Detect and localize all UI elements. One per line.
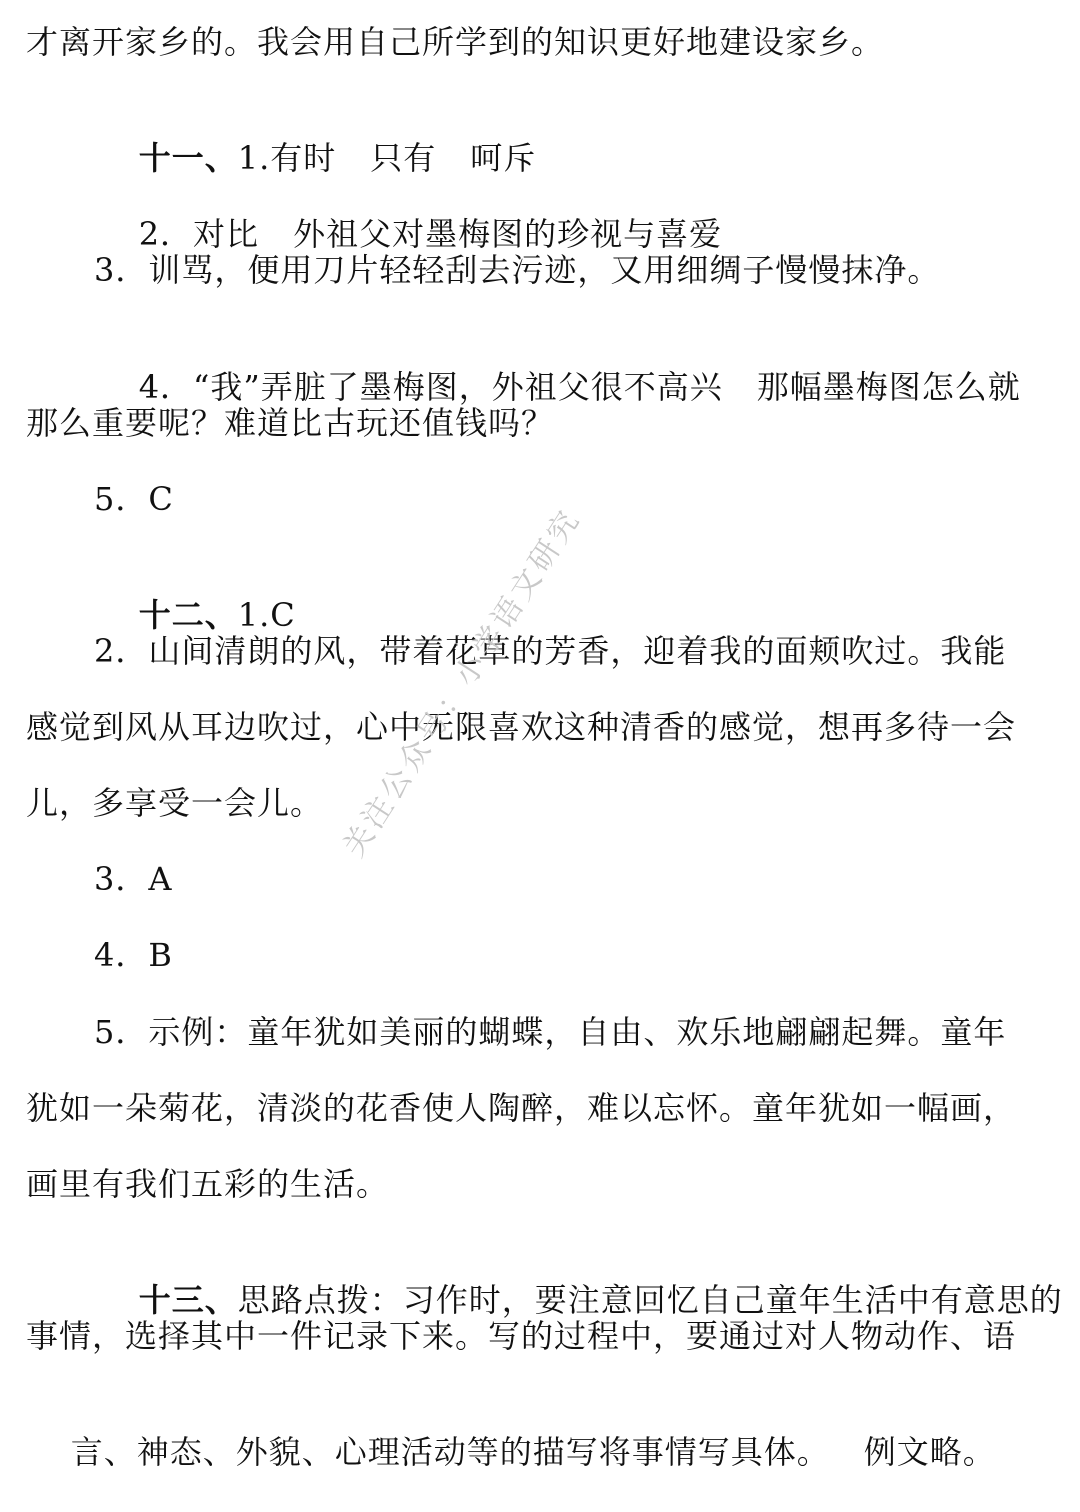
text-line: 才离开家乡的。我会用自己所学到的知识更好地建设家乡。 <box>26 23 885 61</box>
answer-line: 5．示例：童年犹如美丽的蝴蝶，自由、欢乐地翩翩起舞。童年 <box>94 1013 1007 1051</box>
answer-line: 3．训骂，便用刀片轻轻刮去污迹，又用细绸子慢慢抹净。 <box>94 251 941 289</box>
text-line: 事情，选择其中一件记录下来。写的过程中，要通过对人物动作、语 <box>26 1317 1017 1355</box>
answer-line: 5．C <box>94 480 174 518</box>
answer-line: 4．B <box>94 936 173 974</box>
answer-text: 呵斥 <box>470 139 537 177</box>
answer-text: 1.有时 <box>237 139 337 177</box>
watermark: 关注公众号：小学语文研究 <box>336 502 589 864</box>
section-heading: 十一、 <box>138 139 238 177</box>
answer-text: 4．“我”弄脏了墨梅图，外祖父很不高兴 <box>138 368 723 406</box>
answer-text: 1.C <box>237 596 296 634</box>
text-line: 感觉到风从耳边吹过，心中无限喜欢这种清香的感觉，想再多待一会 <box>26 708 1017 746</box>
text-line <box>26 1392 996 1512</box>
text-line: 儿，多享受一会儿。 <box>26 784 324 822</box>
answer-text: 例文略。 <box>863 1433 996 1471</box>
answer-line: 2．山间清朗的风，带着花草的芳香，迎着我的面颊吹过。我能 <box>94 632 1007 670</box>
answer-text: 2．对比 <box>138 215 260 253</box>
section-heading: 十二、 <box>138 596 238 634</box>
answer-text: 思路点拨：习作时，要注意回忆自己童年生活中有意思的 <box>237 1281 1063 1319</box>
text-line: 犹如一朵菊花，清淡的花香使人陶醉，难以忘怀。童年犹如一幅画， <box>26 1089 1017 1127</box>
text-line: 那么重要呢？难道比古玩还值钱吗？ <box>26 404 555 442</box>
section-heading: 十三、 <box>138 1281 238 1319</box>
answer-text: 外祖父对墨梅图的珍视与喜爱 <box>293 215 723 253</box>
answer-line: 3．A <box>94 860 173 898</box>
answer-text: 那幅墨梅图怎么就 <box>756 368 1021 406</box>
answer-text: 只有 <box>370 139 437 177</box>
text-line: 画里有我们五彩的生活。 <box>26 1165 390 1203</box>
answer-text: 言、神态、外貌、心理活动等的描写将事情写具体。 <box>70 1433 830 1471</box>
